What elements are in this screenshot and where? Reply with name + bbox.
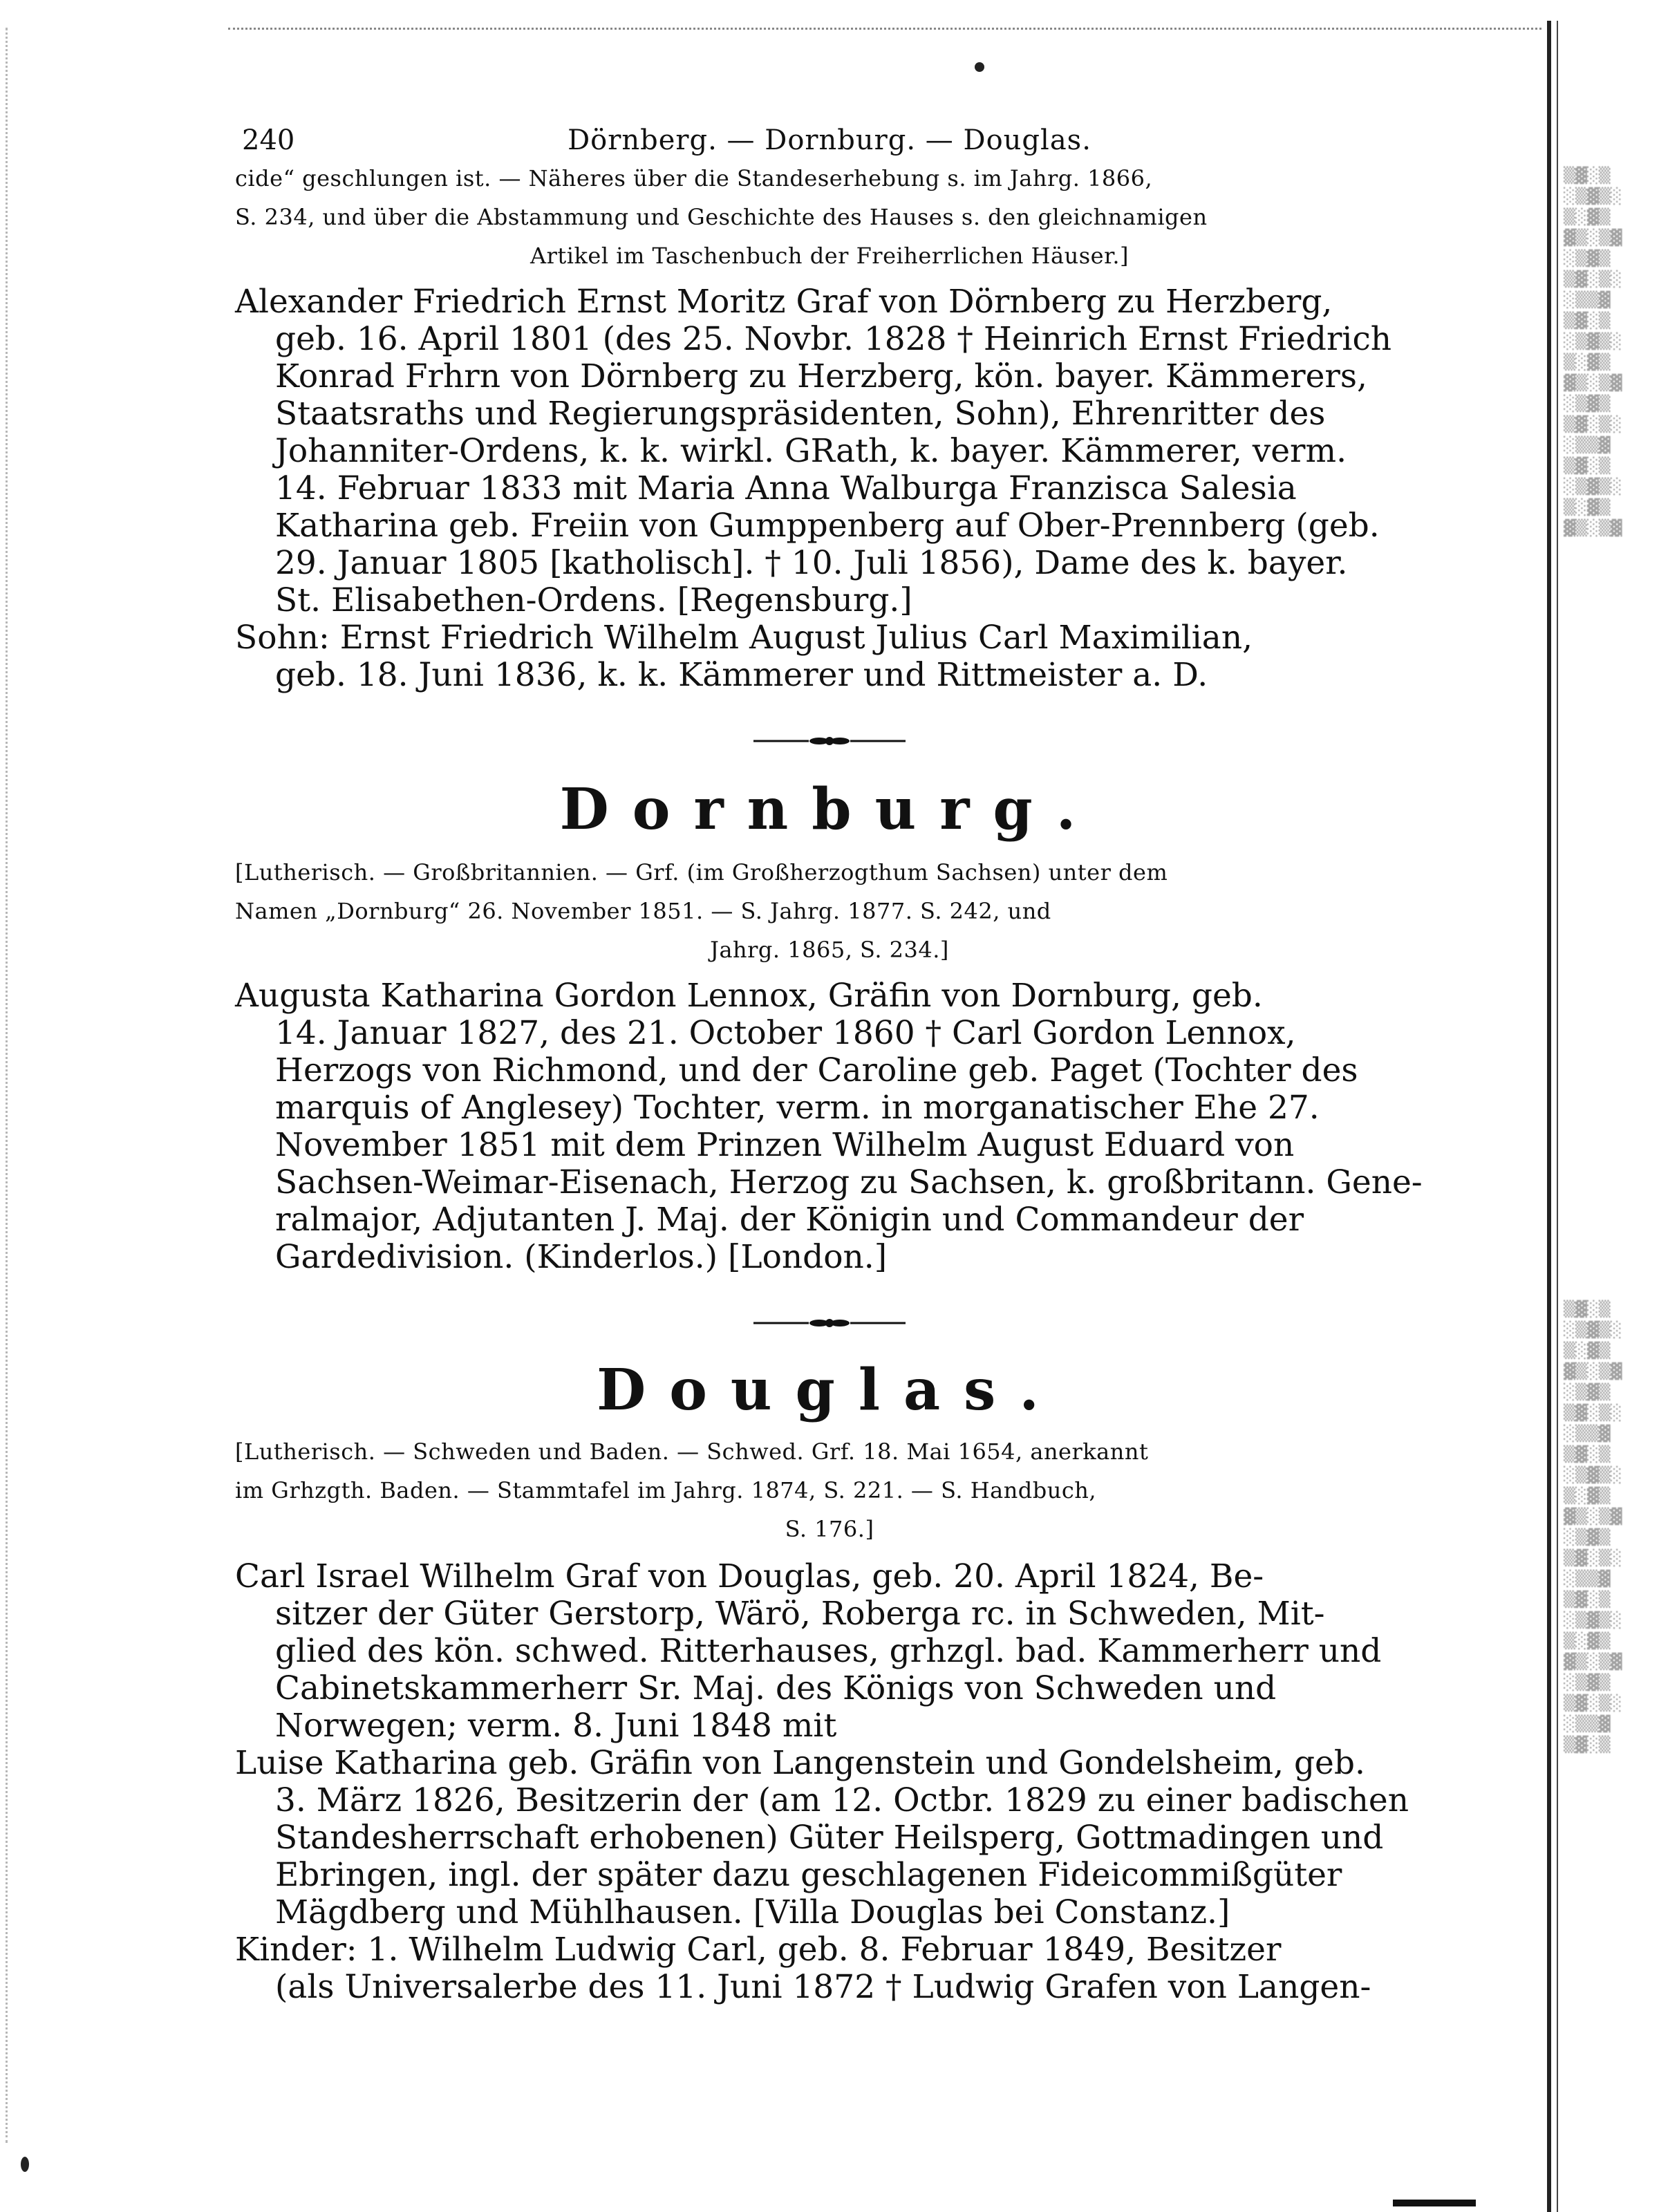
- entry-line: (als Universalerbe des 11. Juni 1872 † Ludwig Grafen von Langen-: [275, 1968, 1371, 2006]
- page-gutter: [1547, 21, 1551, 2212]
- book-page: [235, 104, 1424, 2006]
- dornberg-entry-alexander: [235, 283, 1424, 619]
- entry-line: Sachsen-Weimar-Eisenach, Herzog zu Sachsen, k. großbritann. Gene-: [275, 1163, 1423, 1201]
- entry-line: Kinder: 1. Wilhelm Ludwig Carl, geb. 8. Februar 1849, Besitzer: [235, 1931, 1282, 1969]
- bracket-line: Namen „Dornburg“ 26. November 1851. — S. Jahrg. 1877. S. 242, und: [235, 898, 1051, 924]
- entry-line: Sohn: Ernst Friedrich Wilhelm August Julius Carl Maximilian,: [235, 619, 1253, 657]
- entry-line: Gardedivision. (Kinderlos.) [London.]: [275, 1238, 888, 1276]
- entry-line: ralmajor, Adjutanten J. Maj. der Königin und Commandeur der: [275, 1201, 1304, 1239]
- entry-line: Standesherrschaft erhobenen) Güter Heilsperg, Gottmadingen und: [275, 1819, 1384, 1857]
- douglas-entry-carl: [235, 1558, 1424, 1745]
- bracket-line: S. 176.]: [785, 1516, 874, 1542]
- ink-speck: [975, 62, 984, 72]
- entry-line: Augusta Katharina Gordon Lennox, Gräfin von Dornburg, geb.: [235, 977, 1263, 1015]
- entry-line: Mägdberg und Mühlhausen. [Villa Douglas bei Constanz.]: [275, 1893, 1230, 1931]
- entry-line: November 1851 mit dem Prinzen Wilhelm August Eduard von: [275, 1126, 1295, 1164]
- dornburg-bracket-note: [235, 853, 1424, 969]
- continued-bracket-note: [235, 159, 1424, 275]
- bracket-line: [Lutherisch. — Schweden und Baden. — Schwed. Grf. 18. Mai 1654, anerkannt: [235, 1438, 1149, 1465]
- page-number: 240: [242, 124, 295, 156]
- entry-line: Katharina geb. Freiin von Gumppenberg auf Ober-Prennberg (geb.: [275, 507, 1380, 545]
- ink-speck: [21, 2157, 29, 2172]
- ornament-rule-icon: [753, 1316, 906, 1330]
- douglas-entry-children: [235, 1931, 1424, 2006]
- entry-line: St. Elisabethen-Ordens. [Regensburg.]: [275, 581, 912, 619]
- entry-line: marquis of Anglesey) Tochter, verm. in morganatischer Ehe 27.: [275, 1089, 1320, 1127]
- bracket-line: [Lutherisch. — Großbritannien. — Grf. (im Großherzogthum Sachsen) unter dem: [235, 859, 1168, 885]
- scan-left-edge: [6, 28, 15, 2143]
- entry-line: Norwegen; verm. 8. Juni 1848 mit: [275, 1707, 837, 1745]
- douglas-entry-luise: [235, 1745, 1424, 1931]
- page-gutter-line: [1557, 21, 1558, 2212]
- entry-line: Ebringen, ingl. der später dazu geschlagenen Fideicommißgüter: [275, 1856, 1342, 1894]
- entry-line: 3. März 1826, Besitzerin der (am 12. Octbr. 1829 zu einer badischen: [275, 1781, 1409, 1819]
- entry-line: Luise Katharina geb. Gräfin von Langenstein und Gondelsheim, geb.: [235, 1744, 1365, 1782]
- entry-line: geb. 16. April 1801 (des 25. Novbr. 1828 † Heinrich Ernst Friedrich: [275, 320, 1392, 358]
- entry-line: 14. Januar 1827, des 21. October 1860 † Carl Gordon Lennox,: [275, 1014, 1296, 1052]
- entry-line: Alexander Friedrich Ernst Moritz Graf von Dörnberg zu Herzberg,: [235, 283, 1333, 321]
- entry-line: 14. Februar 1833 mit Maria Anna Walburga Franzisca Salesia: [275, 469, 1297, 507]
- bleed-through-text: ▒▓░▒ ░▒▓▒░ ▒░▓▒ ▓▒░▒▓ ░▒▓▒ ▒▓░▒░ ░▒▒▓ ▒▓░▒ ░▒▓▒░ ▒░▓▒ ▓▒░▒▓ ░▒▓▒ ▒▓░▒░ ░▒▒▓ ▒▓░▒ ░▒▓▒░ ▒░▓▒ ▓▒░▒▓ ░▒▓▒ ▒▓░▒░ ░▒▒▓ ▒▓░▒: [1564, 1301, 1622, 1754]
- section-divider: [235, 1309, 1424, 1337]
- scan-bottom-mark: [1393, 2200, 1476, 2206]
- bleed-through-text: ▒▓░▒ ░▒▓▒░ ▒░▓▒ ▓▒░▒▓ ░▒▓▒ ▒▓░▒░ ░▒▒▓ ▒▓░▒ ░▒▓▒░ ▒░▓▒ ▓▒░▒▓ ░▒▓▒ ▒▓░▒░ ░▒▒▓ ▒▓░▒ ░▒▓▒░ ▒░▓▒ ▓▒░▒▓: [1564, 167, 1622, 537]
- entry-line: Herzogs von Richmond, und der Caroline geb. Paget (Tochter des: [275, 1051, 1358, 1089]
- entry-line: Konrad Frhrn von Dörnberg zu Herzberg, kön. bayer. Kämmerers,: [275, 357, 1367, 395]
- douglas-bracket-note: [235, 1432, 1424, 1548]
- section-title-douglas: Douglas.: [597, 1357, 1062, 1423]
- entry-line: Carl Israel Wilhelm Graf von Douglas, geb. 20. April 1824, Be-: [235, 1557, 1264, 1595]
- dornberg-entry-son: [235, 619, 1424, 694]
- entry-line: Johanniter-Ordens, k. k. wirkl. GRath, k. bayer. Kämmerer, verm.: [275, 432, 1347, 470]
- bracket-line: S. 234, und über die Abstammung und Geschichte des Hauses s. den gleichnamigen: [235, 204, 1208, 230]
- bracket-line: Jahrg. 1865, S. 234.]: [710, 937, 949, 963]
- section-divider: [235, 727, 1424, 755]
- bracket-line: im Grhzgth. Baden. — Stammtafel im Jahrg. 1874, S. 221. — S. Handbuch,: [235, 1477, 1097, 1503]
- entry-line: Staatsraths und Regierungspräsidenten, Sohn), Ehrenritter des: [275, 395, 1326, 433]
- entry-line: 29. Januar 1805 [katholisch]. † 10. Juli 1856), Dame des k. bayer.: [275, 544, 1348, 582]
- running-title: Dörnberg. — Dornburg. — Douglas.: [568, 124, 1091, 156]
- bracket-line: Artikel im Taschenbuch der Freiherrlichen Häuser.]: [529, 243, 1130, 269]
- section-title-dornburg: Dornburg.: [559, 776, 1100, 843]
- entry-line: glied des kön. schwed. Ritterhauses, grhzgl. bad. Kammerherr und: [275, 1632, 1382, 1670]
- dornburg-entry-augusta: [235, 977, 1424, 1276]
- entry-line: sitzer der Güter Gerstorp, Wärö, Roberga rc. in Schweden, Mit-: [275, 1595, 1325, 1633]
- ornament-rule-icon: [753, 734, 906, 748]
- running-header: [235, 104, 1424, 156]
- entry-line: Cabinetskammerherr Sr. Maj. des Königs von Schweden und: [275, 1669, 1277, 1707]
- scan-top-edge: [228, 28, 1541, 42]
- bracket-line: cide“ geschlungen ist. — Näheres über die Standeserhebung s. im Jahrg. 1866,: [235, 165, 1153, 191]
- entry-line: geb. 18. Juni 1836, k. k. Kämmerer und Rittmeister a. D.: [275, 656, 1208, 694]
